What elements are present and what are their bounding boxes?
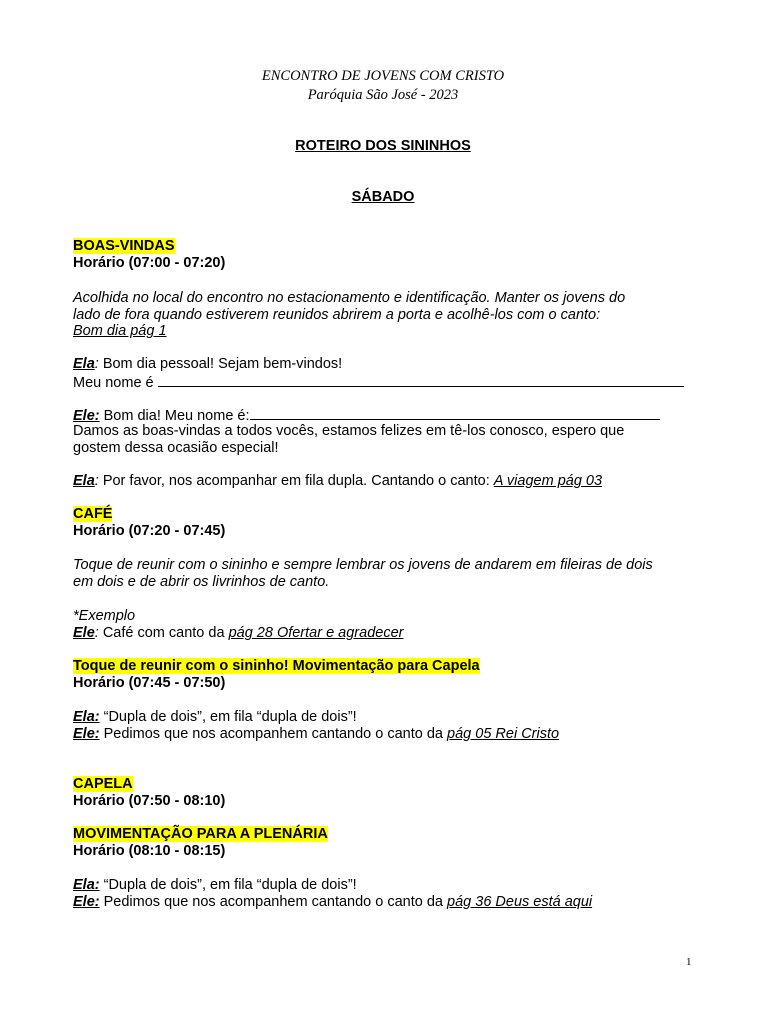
time-plenaria: Horário (08:10 - 08:15): [73, 843, 226, 859]
dialogue-line: Ele: Pedimos que nos acompanhem cantando o canto da pág 05 Rei Cristo: [73, 726, 560, 742]
dialogue-line: Ele: Pedimos que nos acompanhem cantando o canto da pág 36 Deus está aqui: [73, 894, 593, 910]
time-movimentacao-capela: Horário (07:45 - 07:50): [73, 675, 226, 691]
speaker-ele: Ele: [73, 625, 95, 641]
dialogue-line: Ela: Bom dia pessoal! Sejam bem-vindos!: [73, 356, 343, 372]
song-reference: pág 05 Rei Cristo: [447, 726, 560, 742]
speaker-ele: Ele:: [73, 726, 100, 742]
speaker-ela: Ela:: [73, 709, 100, 725]
time-cafe: Horário (07:20 - 07:45): [73, 523, 226, 539]
parish-subtitle: Paróquia São José - 2023: [307, 87, 459, 103]
body-text: Damos as boas-vindas a todos vocês, estamos felizes em tê-los conosco, espero que: [73, 423, 625, 439]
document-title: ROTEIRO DOS SININHOS: [295, 138, 471, 154]
song-reference: pág 36 Deus está aqui: [447, 894, 593, 910]
instruction-text: Acolhida no local do encontro no estacionamento e identificação. Manter os jovens do: [73, 290, 626, 306]
time-capela: Horário (07:50 - 08:10): [73, 793, 226, 809]
speaker-ela: Ela: [73, 356, 95, 372]
blank-line: [158, 373, 684, 387]
section-heading-plenaria: MOVIMENTAÇÃO PARA A PLENÁRIA: [73, 826, 328, 842]
page-number: 1: [686, 956, 692, 968]
instruction-text: em dois e de abrir os livrinhos de canto.: [73, 574, 330, 590]
section-heading-cafe: CAFÉ: [73, 506, 113, 522]
body-text: gostem dessa ocasião especial!: [73, 440, 279, 456]
speaker-ela: Ela: [73, 473, 95, 489]
dialogue-line: Ela: Por favor, nos acompanhar em fila dupla. Cantando o canto: A viagem pág 03: [73, 473, 603, 489]
dialogue-line: Ele: Bom dia! Meu nome é:: [73, 406, 660, 425]
dialogue-line: Ela: “Dupla de dois”, em fila “dupla de dois”!: [73, 709, 357, 725]
day-heading: SÁBADO: [351, 189, 415, 205]
name-fill-line: Meu nome é: [73, 373, 684, 392]
blank-line: [250, 406, 660, 420]
speaker-ele: Ele:: [73, 408, 100, 424]
example-label: *Exemplo: [73, 608, 136, 624]
instruction-text: lado de fora quando estiverem reunidos abrirem a porta e acolhê-los com o canto:: [73, 307, 601, 323]
speaker-ele: Ele:: [73, 894, 100, 910]
speaker-ela: Ela:: [73, 877, 100, 893]
dialogue-line: Ela: “Dupla de dois”, em fila “dupla de dois”!: [73, 877, 357, 893]
instruction-text: Toque de reunir com o sininho e sempre lembrar os jovens de andarem em fileiras de dois: [73, 557, 653, 573]
section-heading-movimentacao-capela: Toque de reunir com o sininho! Movimentação para Capela: [73, 658, 480, 674]
song-reference: pág 28 Ofertar e agradecer: [228, 625, 404, 641]
section-heading-boas-vindas: BOAS-VINDAS: [73, 238, 175, 254]
song-reference: A viagem pág 03: [493, 473, 603, 489]
section-heading-capela: CAPELA: [73, 776, 133, 792]
event-title: ENCONTRO DE JOVENS COM CRISTO: [261, 68, 505, 84]
song-reference: Bom dia pág 1: [73, 323, 167, 339]
time-boas-vindas: Horário (07:00 - 07:20): [73, 255, 226, 271]
dialogue-line: Ele: Café com canto da pág 28 Ofertar e agradecer: [73, 625, 404, 641]
